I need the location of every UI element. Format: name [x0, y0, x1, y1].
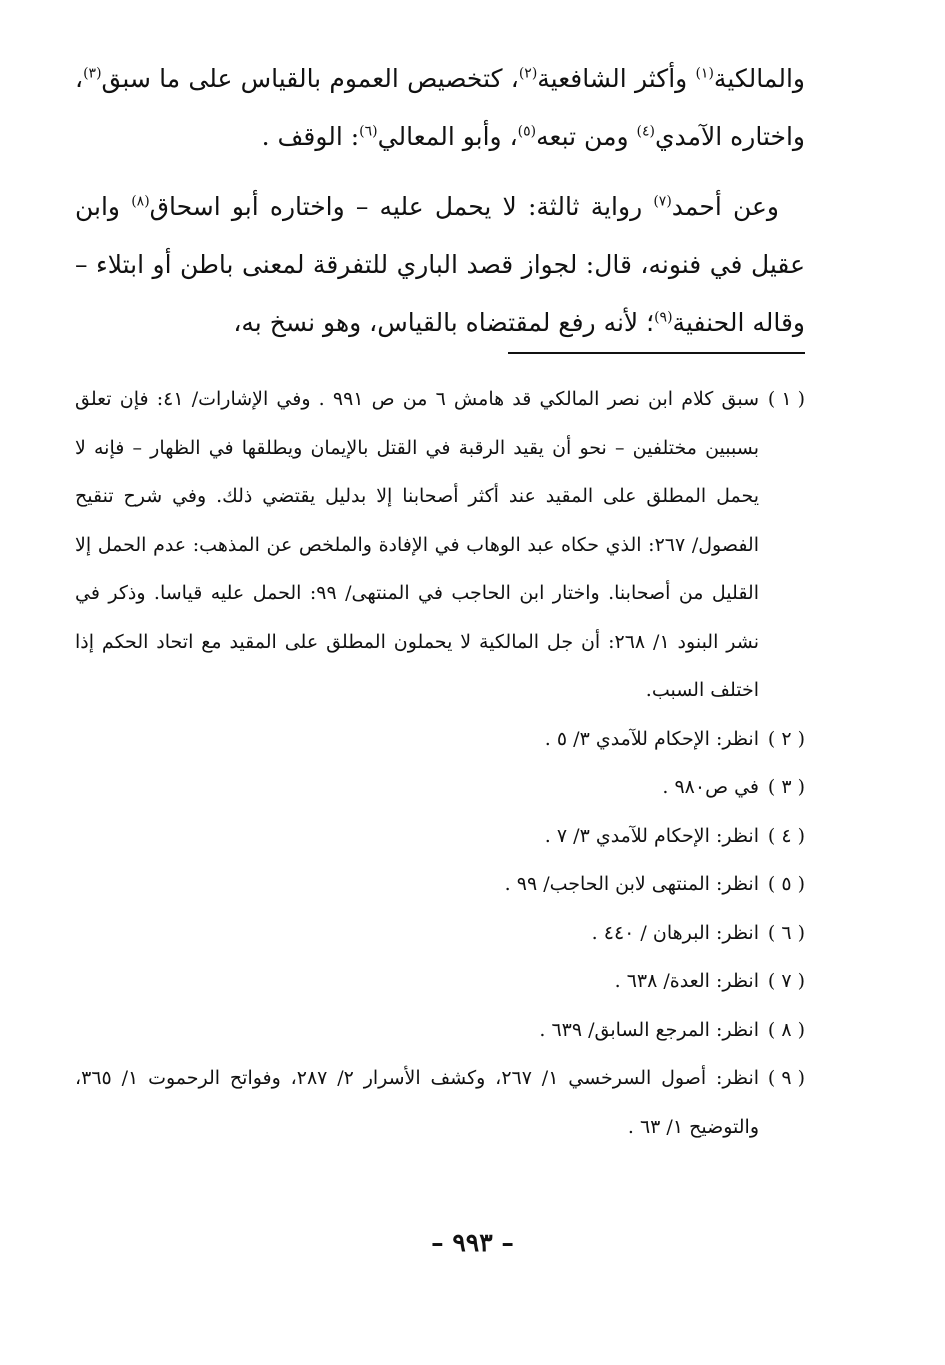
paragraph-2 — [75, 178, 805, 352]
footnote-5 — [75, 860, 805, 909]
footnote-text: انظر: الإحكام للآمدي ٣/ ٧ . — [544, 824, 759, 847]
footnote-number: ( ٨ ) — [767, 1018, 805, 1041]
footnote-number: ( ٥ ) — [767, 873, 805, 895]
footnote-number: ( ٦ ) — [767, 921, 805, 944]
footnote-text: انظر: العدة/ ٦٣٨ . — [614, 970, 759, 992]
footnote-text: انظر: المنتهى لابن الحاجب/ ٩٩ . — [504, 873, 759, 895]
footnotes — [75, 375, 805, 1151]
main-text — [75, 50, 805, 352]
footnote-divider — [508, 352, 805, 354]
text-run: ؛ لأنه رفع لمقتضاه بالقياس، وهو نسخ به، — [233, 308, 655, 337]
footnote-7 — [75, 957, 805, 1006]
text-run: ، واختاره الآمدي — [75, 64, 805, 151]
text-run: والمالكية — [713, 64, 805, 93]
text-run: ، كتخصيص العموم بالقياس على ما سبق — [101, 64, 519, 93]
footnote-ref[interactable]: (١) — [695, 65, 714, 82]
footnote-8 — [75, 1006, 805, 1055]
footnote-text: انظر: البرهان / ٤٤٠ . — [591, 921, 759, 944]
footnote-number: ( ٢ ) — [767, 727, 805, 750]
text-run: وعن أحمد — [671, 192, 779, 221]
text-run: ، وأبو المعالي — [377, 122, 518, 151]
footnote-number: ( ٧ ) — [767, 970, 805, 992]
footnote-text: انظر: أصول السرخسي ١/ ٢٦٧، وكشف الأسرار ٢/ ٢٨٧، وفواتح الرحموت ١/ ٣٦٥، والتوضيح ١/ ٦٣ . — [75, 1067, 760, 1138]
footnote-3 — [75, 763, 805, 812]
footnote-ref[interactable]: (٨) — [131, 193, 150, 210]
footnote-1 — [75, 375, 805, 715]
footnote-6 — [75, 909, 805, 958]
footnote-ref[interactable]: (٩) — [654, 309, 673, 326]
footnote-9 — [75, 1054, 805, 1151]
footnote-number: ( ٣ ) — [767, 776, 805, 798]
footnote-text: انظر: الإحكام للآمدي ٣/ ٥ . — [544, 727, 759, 750]
footnote-number: ( ١ ) — [767, 388, 805, 410]
footnote-ref[interactable]: (٤) — [636, 123, 655, 140]
footnote-text: في ص٩٨٠ . — [662, 776, 759, 798]
footnote-text: سبق كلام ابن نصر المالكي قد هامش ٦ من ص ٩٩١ . وفي الإشارات/ ٤١: فإن تعلق بسببين مختلفين – نحو أن يقيد الرقبة في القتل بالإيمان ويطلقها في الظهار – فإنه لا يحمل المطلق على المقيد عند أكثر أصحابنا إلا بدليل يقتضي ذلك. وفي شرح تنقيح الفصول/ ٢٦٧: الذي حكاه عبد الوهاب في الإفادة والملخص عن المذهب: عدم الحمل إلا القليل من أصحابنا. واختار ابن الحاجب في المنتهى/ ٩٩: الحمل عليه قياسا. وذكر في نشر البنود ١/ ٢٦٨: أن جل المالكية لا يحملون المطلق على المقيد مع اتحاد الحكم إذا اختلف السبب. — [75, 388, 760, 701]
footnote-2 — [75, 715, 805, 764]
text-run: وأكثر الشافعية — [537, 64, 696, 93]
footnote-ref[interactable]: (٧) — [653, 193, 672, 210]
text-run: وابن عقيل في فنونه، قال: لجواز قصد الباري للتفرقة لمعنى باطن أو ابتلاء – وقاله الحنفية — [75, 192, 805, 337]
text-run: ومن تبعه — [536, 122, 637, 151]
footnote-ref[interactable]: (٢) — [518, 65, 538, 82]
footnote-number: ( ٤ ) — [767, 824, 805, 847]
paragraph-1 — [75, 50, 805, 166]
page-number: – ٩٩٣ – — [431, 1228, 514, 1257]
text-run: رواية ثالثة: لا يحمل عليه – واختاره أبو اسحاق — [149, 192, 654, 221]
text-run: : الوقف . — [261, 122, 360, 151]
footnote-ref[interactable]: (٥) — [517, 123, 537, 140]
footnote-ref[interactable]: (٦) — [359, 123, 378, 140]
footnote-4 — [75, 812, 805, 861]
footnote-number: ( ٩ ) — [767, 1067, 805, 1089]
footnote-ref[interactable]: (٣) — [83, 65, 102, 82]
footnote-text: انظر: المرجع السابق/ ٦٣٩ . — [539, 1018, 759, 1041]
